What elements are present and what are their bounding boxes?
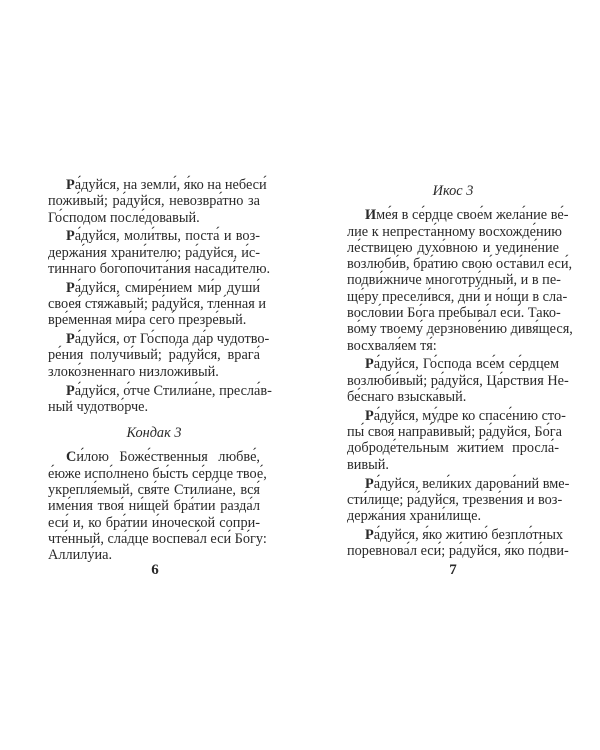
text-line: тиннаго богопочита́ния насади́телю.	[48, 260, 271, 277]
paragraph	[48, 177, 267, 226]
text-line: ре́ния получи́вый; ра́дуйся, врага́	[48, 347, 260, 364]
line-text: а́дуйся, му́дре ко спасе́нию сто-	[373, 407, 566, 424]
drop-initial: Р	[365, 356, 374, 373]
paragraph	[48, 382, 272, 416]
paragraph	[48, 449, 267, 564]
text-line: ще́ру пресели́вся, дни́ и но́щи в сла-	[347, 288, 568, 305]
paragraph	[347, 407, 566, 473]
text-line: еси́ и, ко бра́тии и́ноческой сопри-	[48, 514, 260, 531]
line-text: и́лою Боже́ственныя любве́,	[76, 449, 260, 466]
text-line: во́му твоему́ дерзнове́нию дивя́щеся,	[347, 321, 573, 338]
text-line: име́ния твоя́ ни́щей бра́тии разда́л	[48, 498, 260, 515]
paragraph	[48, 228, 271, 277]
text-line: подви́жниче многотру́дный, и в пе-	[347, 272, 561, 289]
paragraph	[347, 526, 569, 560]
drop-initial: Р	[66, 331, 75, 348]
text-line: чте́нный, сла́дце воспева́л еси́ Бо́гу:	[48, 530, 267, 547]
drop-initial: Р	[365, 407, 374, 424]
text-line: Аллилу́иа.	[48, 547, 113, 564]
text-line	[347, 526, 564, 543]
line-text: а́дуйся, смире́нием ми́р души́	[74, 279, 260, 296]
drop-initial: И	[365, 207, 377, 224]
text-line	[48, 177, 267, 193]
drop-initial: Р	[66, 382, 75, 399]
ikos-heading: Икос 3	[432, 183, 474, 199]
drop-initial: Р	[66, 279, 75, 296]
text-line	[347, 207, 569, 224]
text-line	[48, 331, 270, 348]
text-line: ный чудотво́рче.	[48, 398, 149, 415]
text-line: возлюби́вый; ра́дуйся, Ца́рствия Не-	[347, 372, 569, 389]
text-line: держа́ния храни́телю; ра́дуйся, и́с-	[48, 244, 260, 261]
line-text: а́дуйся, моли́твы, поста́ и воз-	[74, 228, 260, 245]
text-line	[48, 449, 260, 465]
text-line: доброде́тельным жити́ем просла́-	[347, 440, 559, 457]
text-line	[48, 382, 272, 399]
text-line: злоко́зненнаго низложи́вый.	[48, 363, 219, 380]
text-line: ле́ствицею духо́вною и уедине́ние	[347, 239, 559, 256]
text-line: лие к непреста́нному восхожде́нию	[347, 223, 562, 240]
text-line	[48, 228, 260, 244]
text-line: поревнова́л еси́; ра́дуйся, я́ко по́дви-	[347, 543, 569, 560]
text-line: сти́лище; ра́дуйся, трезве́ния и воз-	[347, 491, 563, 508]
line-text: а́дуйся, от Го́спода да́р чудотво-	[74, 331, 270, 348]
text-line: вре́менная ми́ра сего́ презре́вый.	[48, 312, 247, 329]
page-number-left: 6	[151, 562, 159, 578]
drop-initial: Р	[365, 526, 374, 543]
paragraph	[347, 475, 570, 525]
left-page-text	[48, 177, 272, 566]
line-text: ме́я в се́рдце свое́м жела́ние ве́-	[376, 207, 569, 224]
text-line: вoсло́вии Бо́га пребыва́л еси́. Тако-	[347, 305, 561, 322]
paragraph	[347, 207, 573, 354]
kondak-heading: Кондак 3	[126, 425, 182, 442]
text-line	[347, 407, 566, 424]
line-text: а́дуйся, о́тче Стилиа́не, пресла́в-	[74, 382, 272, 399]
text-line: вивый.	[347, 456, 389, 473]
drop-initial: Р	[66, 177, 75, 193]
text-line: восхваля́ем тя́:	[347, 337, 437, 354]
right-page-text	[347, 183, 573, 562]
line-text: а́дуйся, я́ко житию́ безпло́тных	[373, 526, 564, 543]
text-line: бе́снаго взыска́вый.	[347, 389, 467, 406]
paragraph	[347, 356, 569, 406]
drop-initial: С	[66, 449, 77, 466]
text-line: пы́ своя́ напра́вивый; ра́дуйся, Бо́га	[347, 424, 562, 441]
text-line: укрепля́емый, свя́те Стилиа́не, вся́	[48, 482, 260, 499]
text-line: возлюби́в, бра́тию свою́ оста́вил еси́,	[347, 256, 573, 273]
text-line: е́юже испо́лнено бы́сть се́рдце твое́,	[48, 465, 267, 482]
line-text: а́дуйся, вели́ких дарова́ний вме-	[373, 475, 570, 492]
text-line	[347, 356, 559, 372]
line-text: а́дуйся, на земли́, я́ко на небеси́	[74, 177, 267, 193]
text-line: пожи́вый; ра́дуйся, невозвра́тно за	[48, 193, 260, 210]
text-line	[347, 475, 570, 492]
page-number-right: 7	[449, 562, 457, 578]
paragraph	[48, 279, 267, 329]
text-line: своея́ стяжа́вый; ра́дуйся, тле́нная и	[48, 296, 267, 313]
paragraph	[48, 331, 270, 380]
text-line: Го́сподом после́довавый.	[48, 209, 200, 226]
line-text: а́дуйся, Го́спода все́м се́рдцем	[373, 356, 559, 373]
drop-initial: Р	[66, 228, 75, 245]
text-line	[48, 280, 260, 296]
drop-initial: Р	[365, 475, 374, 492]
text-line: держа́ния храни́лище.	[347, 508, 482, 525]
